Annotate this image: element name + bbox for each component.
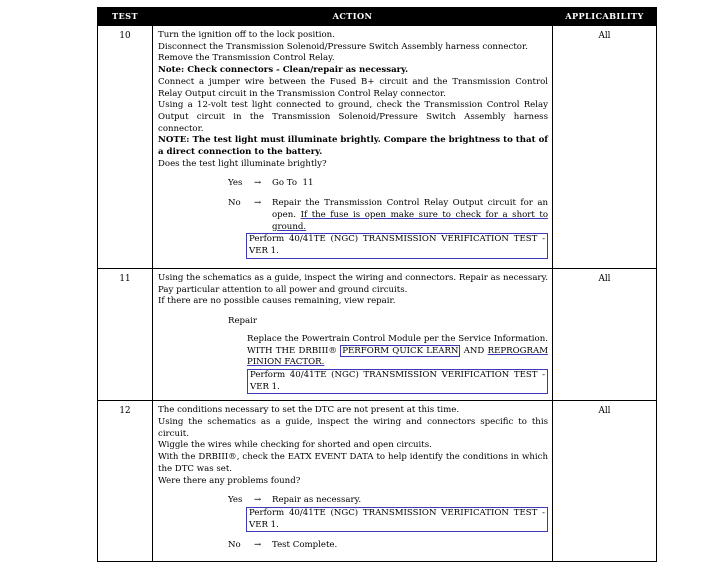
- decision-branch-no: [228, 540, 548, 552]
- action-step-text: Using a 12-volt test light connected to ground, check the Transmission Control Relay Output circuit in the Transmission Solenoid/Pressure Switch Assembly harness connector.: [158, 100, 548, 134]
- action-step-text: Connect a jumper wire between the Fused B+ circuit and the Transmission Control Relay Output circuit in the Transmission Control Relay connector.: [158, 76, 548, 99]
- verification-test-link-box[interactable]: [246, 233, 548, 258]
- branch-label: No: [228, 540, 241, 551]
- column-header-test: TEST: [98, 8, 153, 26]
- branch-label: Yes: [228, 495, 243, 506]
- action-step-text: The conditions necessary to set the DTC are not present at this time.: [158, 405, 460, 416]
- text-run: Perform 40/41TE (NGC) TRANSMISSION VERIFICATION TEST - VER 1.: [250, 369, 545, 392]
- branch-content: [249, 198, 549, 259]
- text-run: Test Complete.: [272, 540, 338, 551]
- action-step-text: Does the test light illuminate brightly?: [158, 158, 327, 169]
- text-run: AND: [460, 345, 488, 356]
- table-body: [98, 26, 657, 562]
- branch-content: [272, 178, 548, 190]
- table-row: [98, 401, 657, 562]
- link-underline-text[interactable]: REPROGRAM PINION FACTOR.: [247, 345, 548, 368]
- branch-label: Repair: [228, 316, 258, 327]
- text-run: Repair the Transmission Control Relay Output circuit for an open.: [272, 198, 548, 220]
- decision-branch-repair: [228, 316, 548, 394]
- action-cell: [153, 401, 553, 562]
- arrow-icon: →: [254, 198, 262, 209]
- decision-branch-no: [228, 198, 548, 259]
- action-cell: [153, 269, 553, 401]
- action-step-text: Wiggle the wires while checking for shorted and open circuits.: [158, 440, 432, 451]
- test-number-cell: 10: [98, 26, 153, 269]
- action-step-text: Were there any problems found?: [158, 475, 301, 486]
- decision-branch-yes: [228, 178, 548, 190]
- decision-branch-yes: [228, 495, 548, 532]
- text-run: Repair as necessary.: [272, 495, 362, 506]
- action-step-text: Disconnect the Transmission Solenoid/Pressure Switch Assembly harness connector.: [158, 41, 528, 52]
- branch-content: [272, 540, 548, 552]
- table-row: [98, 269, 657, 401]
- applicability-cell: All: [553, 26, 657, 269]
- table-row: [98, 26, 657, 269]
- action-cell: [153, 26, 553, 269]
- applicability-cell: All: [553, 401, 657, 562]
- test-number-cell: 12: [98, 401, 153, 562]
- arrow-icon: →: [254, 495, 262, 506]
- branch-label: Yes: [228, 178, 243, 189]
- link-underline-text[interactable]: If the fuse is open make sure to check for a short to ground.: [272, 209, 549, 232]
- test-number-cell: 11: [98, 269, 153, 401]
- text-run: Go To 11: [272, 178, 314, 189]
- action-step-text: Turn the ignition off to the lock position.: [158, 30, 335, 40]
- branch-content: [249, 495, 548, 532]
- branch-item: [272, 198, 548, 233]
- text-run: Perform 40/41TE (NGC) TRANSMISSION VERIFICATION TEST - VER 1.: [249, 234, 545, 256]
- text-run: Replace the Powertrain Control Module per the Service Information. WITH THE DRBIII®: [247, 333, 548, 356]
- column-header-applicability: APPLICABILITY: [553, 8, 657, 26]
- diagnostic-test-table: [97, 7, 657, 562]
- note-text: Note: Check connectors - Clean/repair as necessary.: [158, 65, 409, 76]
- text-run: Perform 40/41TE (NGC) TRANSMISSION VERIFICATION TEST - VER 1.: [249, 507, 545, 530]
- arrow-icon: →: [254, 540, 262, 551]
- quick-learn-link-box[interactable]: PERFORM QUICK LEARN: [342, 345, 459, 356]
- arrow-icon: →: [254, 178, 262, 189]
- action-step-text: If there are no possible causes remaining, view repair.: [158, 296, 396, 307]
- verification-test-link-box[interactable]: [247, 369, 548, 394]
- branch-item: [272, 540, 548, 552]
- branch-item: [247, 334, 548, 369]
- verification-test-link-box[interactable]: [246, 507, 548, 532]
- branch-content: [247, 334, 548, 395]
- action-step-text: With the DRBIII®, check the EATX EVENT DATA to help identify the conditions in which the DTC was set.: [158, 452, 548, 474]
- applicability-cell: All: [553, 269, 657, 401]
- note-text: NOTE: The test light must illuminate brightly. Compare the brightness to that of a direct connection to the battery.: [158, 135, 548, 158]
- branch-label: No: [228, 198, 241, 209]
- action-step-text: Using the schematics as a guide, inspect the wiring and connectors specific to this circuit.: [158, 417, 548, 439]
- column-header-action: ACTION: [153, 8, 553, 26]
- branch-item: [272, 495, 548, 507]
- action-step-text: Using the schematics as a guide, inspect the wiring and connectors. Repair as necessary. Pay particular attention to all power and ground circuits.: [158, 273, 548, 295]
- branch-item: [272, 178, 548, 190]
- arrow-icon: [257, 316, 275, 328]
- action-step-text: Remove the Transmission Control Relay.: [158, 53, 335, 64]
- table-header-row: [98, 8, 657, 26]
